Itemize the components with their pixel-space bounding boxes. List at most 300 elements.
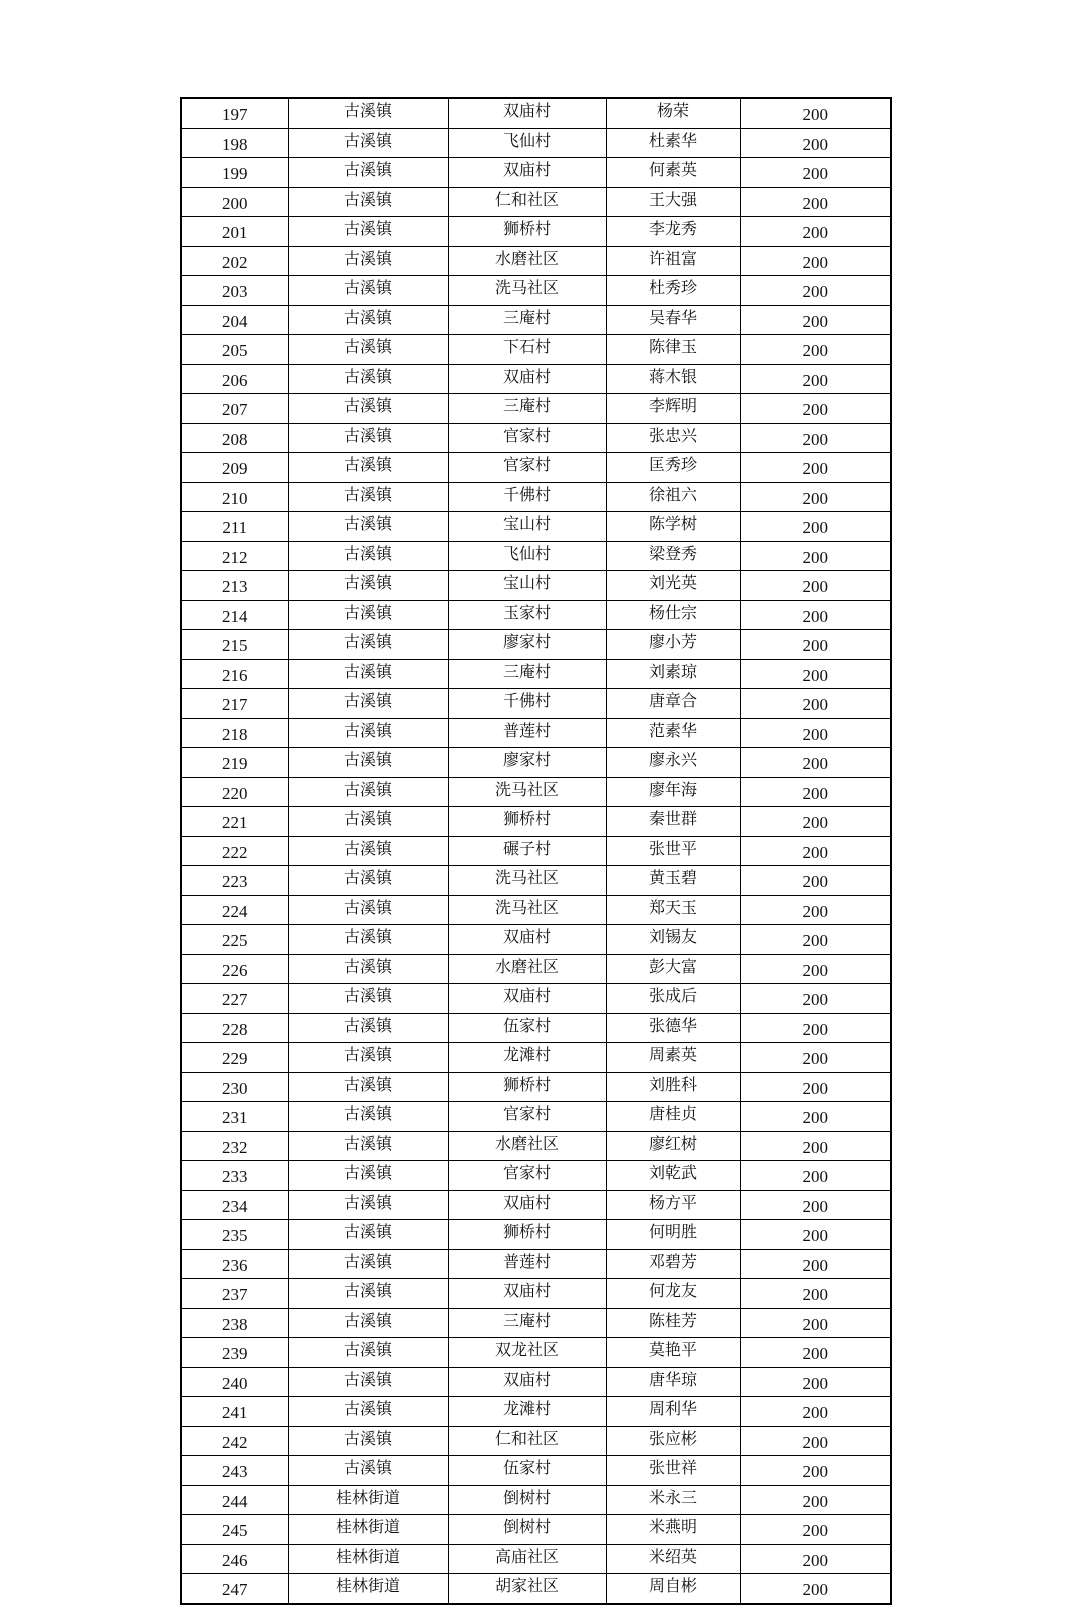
row-number-cell: 202 xyxy=(181,246,288,276)
table-row xyxy=(181,1190,891,1220)
village-cell: 洗马社区 xyxy=(448,276,606,306)
town-cell: 古溪镇 xyxy=(288,807,448,837)
amount-cell: 200 xyxy=(740,1485,891,1515)
village-cell: 三庵村 xyxy=(448,659,606,689)
row-number-cell: 228 xyxy=(181,1013,288,1043)
name-cell: 李辉明 xyxy=(606,394,740,424)
town-cell: 古溪镇 xyxy=(288,630,448,660)
town-cell: 古溪镇 xyxy=(288,1190,448,1220)
amount-cell: 200 xyxy=(740,98,891,128)
village-cell: 下石村 xyxy=(448,335,606,365)
town-cell: 古溪镇 xyxy=(288,158,448,188)
name-cell: 唐华琼 xyxy=(606,1367,740,1397)
name-cell: 周利华 xyxy=(606,1397,740,1427)
name-cell: 张忠兴 xyxy=(606,423,740,453)
row-number-cell: 227 xyxy=(181,984,288,1014)
table-row xyxy=(181,895,891,925)
table-row xyxy=(181,335,891,365)
name-cell: 邓碧芳 xyxy=(606,1249,740,1279)
town-cell: 古溪镇 xyxy=(288,335,448,365)
town-cell: 古溪镇 xyxy=(288,895,448,925)
name-cell: 梁登秀 xyxy=(606,541,740,571)
amount-cell: 200 xyxy=(740,541,891,571)
village-cell: 普莲村 xyxy=(448,1249,606,1279)
name-cell: 匡秀珍 xyxy=(606,453,740,483)
town-cell: 古溪镇 xyxy=(288,1161,448,1191)
name-cell: 张应彬 xyxy=(606,1426,740,1456)
village-cell: 双庙村 xyxy=(448,98,606,128)
amount-cell: 200 xyxy=(740,571,891,601)
row-number-cell: 243 xyxy=(181,1456,288,1486)
amount-cell: 200 xyxy=(740,1072,891,1102)
village-cell: 伍家村 xyxy=(448,1013,606,1043)
amount-cell: 200 xyxy=(740,895,891,925)
village-cell: 倒树村 xyxy=(448,1485,606,1515)
amount-cell: 200 xyxy=(740,128,891,158)
amount-cell: 200 xyxy=(740,1574,891,1604)
table-row xyxy=(181,1397,891,1427)
village-cell: 洗马社区 xyxy=(448,777,606,807)
row-number-cell: 206 xyxy=(181,364,288,394)
name-cell: 刘乾武 xyxy=(606,1161,740,1191)
village-cell: 飞仙村 xyxy=(448,128,606,158)
town-cell: 古溪镇 xyxy=(288,1279,448,1309)
town-cell: 古溪镇 xyxy=(288,718,448,748)
village-cell: 水磨社区 xyxy=(448,246,606,276)
amount-cell: 200 xyxy=(740,1367,891,1397)
town-cell: 古溪镇 xyxy=(288,1013,448,1043)
name-cell: 张德华 xyxy=(606,1013,740,1043)
village-cell: 洗马社区 xyxy=(448,866,606,896)
town-cell: 古溪镇 xyxy=(288,1456,448,1486)
town-cell: 古溪镇 xyxy=(288,1397,448,1427)
town-cell: 古溪镇 xyxy=(288,689,448,719)
table-row xyxy=(181,1544,891,1574)
town-cell: 桂林街道 xyxy=(288,1515,448,1545)
amount-cell: 200 xyxy=(740,1397,891,1427)
amount-cell: 200 xyxy=(740,748,891,778)
town-cell: 古溪镇 xyxy=(288,1426,448,1456)
row-number-cell: 201 xyxy=(181,217,288,247)
village-cell: 千佛村 xyxy=(448,689,606,719)
amount-cell: 200 xyxy=(740,1426,891,1456)
town-cell: 古溪镇 xyxy=(288,1367,448,1397)
town-cell: 古溪镇 xyxy=(288,276,448,306)
town-cell: 古溪镇 xyxy=(288,1220,448,1250)
name-cell: 廖永兴 xyxy=(606,748,740,778)
village-cell: 三庵村 xyxy=(448,305,606,335)
village-cell: 狮桥村 xyxy=(448,807,606,837)
row-number-cell: 235 xyxy=(181,1220,288,1250)
village-cell: 高庙社区 xyxy=(448,1544,606,1574)
name-cell: 廖小芳 xyxy=(606,630,740,660)
name-cell: 秦世群 xyxy=(606,807,740,837)
town-cell: 古溪镇 xyxy=(288,246,448,276)
town-cell: 古溪镇 xyxy=(288,1338,448,1368)
village-cell: 宝山村 xyxy=(448,512,606,542)
row-number-cell: 212 xyxy=(181,541,288,571)
table-row xyxy=(181,305,891,335)
town-cell: 古溪镇 xyxy=(288,600,448,630)
town-cell: 古溪镇 xyxy=(288,571,448,601)
town-cell: 古溪镇 xyxy=(288,305,448,335)
name-cell: 米绍英 xyxy=(606,1544,740,1574)
row-number-cell: 239 xyxy=(181,1338,288,1368)
name-cell: 陈学树 xyxy=(606,512,740,542)
row-number-cell: 205 xyxy=(181,335,288,365)
town-cell: 古溪镇 xyxy=(288,1308,448,1338)
row-number-cell: 238 xyxy=(181,1308,288,1338)
village-cell: 碾子村 xyxy=(448,836,606,866)
village-cell: 官家村 xyxy=(448,453,606,483)
table-row xyxy=(181,1220,891,1250)
amount-cell: 200 xyxy=(740,1102,891,1132)
table-row xyxy=(181,394,891,424)
town-cell: 古溪镇 xyxy=(288,1072,448,1102)
name-cell: 刘素琼 xyxy=(606,659,740,689)
amount-cell: 200 xyxy=(740,1249,891,1279)
row-number-cell: 231 xyxy=(181,1102,288,1132)
village-cell: 胡家社区 xyxy=(448,1574,606,1604)
town-cell: 古溪镇 xyxy=(288,866,448,896)
table-row xyxy=(181,482,891,512)
town-cell: 古溪镇 xyxy=(288,659,448,689)
table-row xyxy=(181,1308,891,1338)
row-number-cell: 200 xyxy=(181,187,288,217)
row-number-cell: 236 xyxy=(181,1249,288,1279)
name-cell: 范素华 xyxy=(606,718,740,748)
amount-cell: 200 xyxy=(740,1544,891,1574)
table-row xyxy=(181,276,891,306)
row-number-cell: 213 xyxy=(181,571,288,601)
row-number-cell: 208 xyxy=(181,423,288,453)
table-row xyxy=(181,246,891,276)
row-number-cell: 211 xyxy=(181,512,288,542)
name-cell: 唐章合 xyxy=(606,689,740,719)
amount-cell: 200 xyxy=(740,335,891,365)
amount-cell: 200 xyxy=(740,925,891,955)
town-cell: 古溪镇 xyxy=(288,1102,448,1132)
name-cell: 黄玉碧 xyxy=(606,866,740,896)
name-cell: 李龙秀 xyxy=(606,217,740,247)
town-cell: 桂林街道 xyxy=(288,1574,448,1604)
row-number-cell: 247 xyxy=(181,1574,288,1604)
table-row xyxy=(181,423,891,453)
village-cell: 狮桥村 xyxy=(448,1220,606,1250)
town-cell: 桂林街道 xyxy=(288,1485,448,1515)
table-row xyxy=(181,659,891,689)
table-row xyxy=(181,630,891,660)
amount-cell: 200 xyxy=(740,423,891,453)
town-cell: 古溪镇 xyxy=(288,777,448,807)
amount-cell: 200 xyxy=(740,954,891,984)
town-cell: 古溪镇 xyxy=(288,954,448,984)
amount-cell: 200 xyxy=(740,1338,891,1368)
name-cell: 周自彬 xyxy=(606,1574,740,1604)
amount-cell: 200 xyxy=(740,482,891,512)
amount-cell: 200 xyxy=(740,512,891,542)
amount-cell: 200 xyxy=(740,600,891,630)
amount-cell: 200 xyxy=(740,630,891,660)
amount-cell: 200 xyxy=(740,1190,891,1220)
table-row xyxy=(181,1102,891,1132)
town-cell: 桂林街道 xyxy=(288,1544,448,1574)
name-cell: 许祖富 xyxy=(606,246,740,276)
row-number-cell: 220 xyxy=(181,777,288,807)
name-cell: 张成后 xyxy=(606,984,740,1014)
row-number-cell: 199 xyxy=(181,158,288,188)
row-number-cell: 217 xyxy=(181,689,288,719)
village-cell: 玉家村 xyxy=(448,600,606,630)
town-cell: 古溪镇 xyxy=(288,453,448,483)
town-cell: 古溪镇 xyxy=(288,748,448,778)
data-table xyxy=(180,97,892,1605)
village-cell: 双庙村 xyxy=(448,364,606,394)
village-cell: 千佛村 xyxy=(448,482,606,512)
village-cell: 洗马社区 xyxy=(448,895,606,925)
village-cell: 飞仙村 xyxy=(448,541,606,571)
row-number-cell: 244 xyxy=(181,1485,288,1515)
name-cell: 刘光英 xyxy=(606,571,740,601)
name-cell: 彭大富 xyxy=(606,954,740,984)
amount-cell: 200 xyxy=(740,217,891,247)
town-cell: 古溪镇 xyxy=(288,1043,448,1073)
village-cell: 仁和社区 xyxy=(448,187,606,217)
village-cell: 双庙村 xyxy=(448,1190,606,1220)
amount-cell: 200 xyxy=(740,305,891,335)
row-number-cell: 216 xyxy=(181,659,288,689)
row-number-cell: 198 xyxy=(181,128,288,158)
name-cell: 杜秀珍 xyxy=(606,276,740,306)
row-number-cell: 215 xyxy=(181,630,288,660)
amount-cell: 200 xyxy=(740,158,891,188)
amount-cell: 200 xyxy=(740,866,891,896)
table-row xyxy=(181,364,891,394)
row-number-cell: 207 xyxy=(181,394,288,424)
table-row xyxy=(181,984,891,1014)
name-cell: 廖年海 xyxy=(606,777,740,807)
village-cell: 官家村 xyxy=(448,1161,606,1191)
table-row xyxy=(181,777,891,807)
village-cell: 水磨社区 xyxy=(448,954,606,984)
name-cell: 杨荣 xyxy=(606,98,740,128)
amount-cell: 200 xyxy=(740,718,891,748)
name-cell: 蒋木银 xyxy=(606,364,740,394)
table-row xyxy=(181,98,891,128)
village-cell: 官家村 xyxy=(448,423,606,453)
table-row xyxy=(181,1426,891,1456)
name-cell: 张世平 xyxy=(606,836,740,866)
name-cell: 何素英 xyxy=(606,158,740,188)
amount-cell: 200 xyxy=(740,187,891,217)
town-cell: 古溪镇 xyxy=(288,836,448,866)
row-number-cell: 210 xyxy=(181,482,288,512)
table-row xyxy=(181,689,891,719)
row-number-cell: 221 xyxy=(181,807,288,837)
row-number-cell: 197 xyxy=(181,98,288,128)
table-row xyxy=(181,1279,891,1309)
village-cell: 双庙村 xyxy=(448,1367,606,1397)
name-cell: 郑天玉 xyxy=(606,895,740,925)
amount-cell: 200 xyxy=(740,1220,891,1250)
row-number-cell: 240 xyxy=(181,1367,288,1397)
amount-cell: 200 xyxy=(740,1043,891,1073)
name-cell: 廖红树 xyxy=(606,1131,740,1161)
table-row xyxy=(181,1131,891,1161)
village-cell: 官家村 xyxy=(448,1102,606,1132)
table-body xyxy=(181,98,891,1604)
table-row xyxy=(181,1161,891,1191)
table-row xyxy=(181,187,891,217)
village-cell: 普莲村 xyxy=(448,718,606,748)
row-number-cell: 219 xyxy=(181,748,288,778)
row-number-cell: 233 xyxy=(181,1161,288,1191)
name-cell: 刘胜科 xyxy=(606,1072,740,1102)
table-row xyxy=(181,1338,891,1368)
row-number-cell: 218 xyxy=(181,718,288,748)
amount-cell: 200 xyxy=(740,276,891,306)
name-cell: 杨仕宗 xyxy=(606,600,740,630)
row-number-cell: 225 xyxy=(181,925,288,955)
name-cell: 唐桂贞 xyxy=(606,1102,740,1132)
village-cell: 狮桥村 xyxy=(448,1072,606,1102)
town-cell: 古溪镇 xyxy=(288,1131,448,1161)
name-cell: 王大强 xyxy=(606,187,740,217)
amount-cell: 200 xyxy=(740,836,891,866)
table-row xyxy=(181,866,891,896)
row-number-cell: 241 xyxy=(181,1397,288,1427)
table-row xyxy=(181,217,891,247)
row-number-cell: 222 xyxy=(181,836,288,866)
village-cell: 双庙村 xyxy=(448,1279,606,1309)
village-cell: 仁和社区 xyxy=(448,1426,606,1456)
amount-cell: 200 xyxy=(740,364,891,394)
name-cell: 陈桂芳 xyxy=(606,1308,740,1338)
town-cell: 古溪镇 xyxy=(288,394,448,424)
table-row xyxy=(181,1574,891,1604)
town-cell: 古溪镇 xyxy=(288,925,448,955)
village-cell: 廖家村 xyxy=(448,748,606,778)
amount-cell: 200 xyxy=(740,807,891,837)
town-cell: 古溪镇 xyxy=(288,98,448,128)
town-cell: 古溪镇 xyxy=(288,482,448,512)
table-row xyxy=(181,836,891,866)
village-cell: 狮桥村 xyxy=(448,217,606,247)
village-cell: 廖家村 xyxy=(448,630,606,660)
table-row xyxy=(181,541,891,571)
row-number-cell: 246 xyxy=(181,1544,288,1574)
table-row xyxy=(181,718,891,748)
amount-cell: 200 xyxy=(740,777,891,807)
row-number-cell: 232 xyxy=(181,1131,288,1161)
row-number-cell: 214 xyxy=(181,600,288,630)
name-cell: 杜素华 xyxy=(606,128,740,158)
table-row xyxy=(181,600,891,630)
amount-cell: 200 xyxy=(740,1131,891,1161)
village-cell: 龙滩村 xyxy=(448,1397,606,1427)
village-cell: 宝山村 xyxy=(448,571,606,601)
amount-cell: 200 xyxy=(740,246,891,276)
village-cell: 双庙村 xyxy=(448,925,606,955)
village-cell: 双庙村 xyxy=(448,984,606,1014)
town-cell: 古溪镇 xyxy=(288,423,448,453)
table-row xyxy=(181,571,891,601)
name-cell: 周素英 xyxy=(606,1043,740,1073)
town-cell: 古溪镇 xyxy=(288,128,448,158)
table-row xyxy=(181,807,891,837)
village-cell: 三庵村 xyxy=(448,394,606,424)
name-cell: 刘锡友 xyxy=(606,925,740,955)
name-cell: 吴春华 xyxy=(606,305,740,335)
row-number-cell: 230 xyxy=(181,1072,288,1102)
amount-cell: 200 xyxy=(740,1515,891,1545)
town-cell: 古溪镇 xyxy=(288,364,448,394)
row-number-cell: 204 xyxy=(181,305,288,335)
row-number-cell: 226 xyxy=(181,954,288,984)
village-cell: 倒树村 xyxy=(448,1515,606,1545)
table-row xyxy=(181,954,891,984)
amount-cell: 200 xyxy=(740,1279,891,1309)
name-cell: 莫艳平 xyxy=(606,1338,740,1368)
table-row xyxy=(181,1013,891,1043)
name-cell: 何明胜 xyxy=(606,1220,740,1250)
town-cell: 古溪镇 xyxy=(288,541,448,571)
table-row xyxy=(181,925,891,955)
table-row xyxy=(181,1249,891,1279)
name-cell: 杨方平 xyxy=(606,1190,740,1220)
table-row xyxy=(181,128,891,158)
row-number-cell: 245 xyxy=(181,1515,288,1545)
table-row xyxy=(181,512,891,542)
amount-cell: 200 xyxy=(740,1456,891,1486)
village-cell: 三庵村 xyxy=(448,1308,606,1338)
town-cell: 古溪镇 xyxy=(288,512,448,542)
village-cell: 水磨社区 xyxy=(448,1131,606,1161)
town-cell: 古溪镇 xyxy=(288,187,448,217)
village-cell: 双龙社区 xyxy=(448,1338,606,1368)
amount-cell: 200 xyxy=(740,1013,891,1043)
row-number-cell: 234 xyxy=(181,1190,288,1220)
village-cell: 伍家村 xyxy=(448,1456,606,1486)
village-cell: 双庙村 xyxy=(448,158,606,188)
row-number-cell: 242 xyxy=(181,1426,288,1456)
name-cell: 陈律玉 xyxy=(606,335,740,365)
row-number-cell: 229 xyxy=(181,1043,288,1073)
table-row xyxy=(181,1485,891,1515)
table-row xyxy=(181,1072,891,1102)
village-cell: 龙滩村 xyxy=(448,1043,606,1073)
amount-cell: 200 xyxy=(740,1161,891,1191)
row-number-cell: 209 xyxy=(181,453,288,483)
name-cell: 张世祥 xyxy=(606,1456,740,1486)
town-cell: 古溪镇 xyxy=(288,984,448,1014)
town-cell: 古溪镇 xyxy=(288,217,448,247)
amount-cell: 200 xyxy=(740,453,891,483)
row-number-cell: 223 xyxy=(181,866,288,896)
table-row xyxy=(181,1367,891,1397)
amount-cell: 200 xyxy=(740,689,891,719)
row-number-cell: 224 xyxy=(181,895,288,925)
table-row xyxy=(181,748,891,778)
amount-cell: 200 xyxy=(740,984,891,1014)
row-number-cell: 237 xyxy=(181,1279,288,1309)
row-number-cell: 203 xyxy=(181,276,288,306)
amount-cell: 200 xyxy=(740,659,891,689)
name-cell: 徐祖六 xyxy=(606,482,740,512)
table-row xyxy=(181,158,891,188)
name-cell: 米燕明 xyxy=(606,1515,740,1545)
table-row xyxy=(181,1043,891,1073)
